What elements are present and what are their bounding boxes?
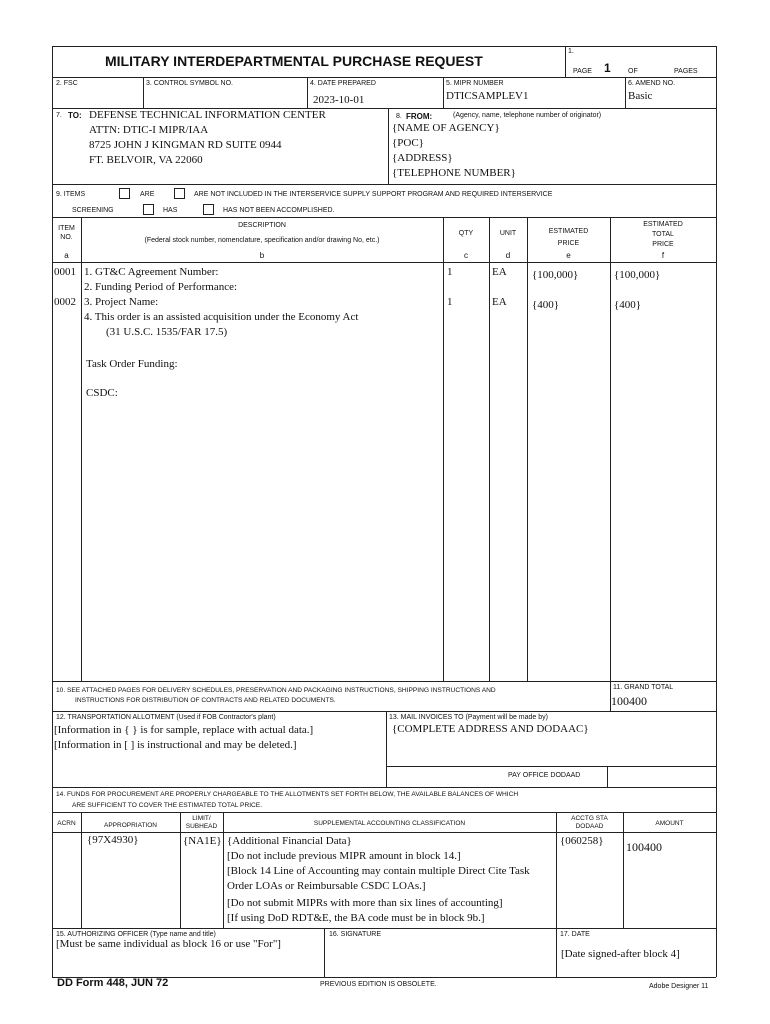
transportation-line-2[interactable]: [Information in [ ] is instructional and may be deleted.] bbox=[54, 739, 297, 751]
description-line-2[interactable]: 2. Funding Period of Performance: bbox=[84, 281, 238, 293]
supplemental-line-2[interactable]: [Do not include previous MIPR amount in block 14.] bbox=[227, 850, 461, 862]
supplemental-line-1[interactable]: {Additional Financial Data} bbox=[227, 835, 352, 847]
signature-label: 16. SIGNATURE bbox=[329, 931, 381, 938]
items-label: 9. ITEMS bbox=[56, 191, 86, 198]
are-not-checkbox[interactable] bbox=[174, 188, 185, 199]
mipr-number-label: 5. MIPR NUMBER bbox=[446, 80, 504, 87]
date-prepared-label: 4. DATE PREPARED bbox=[310, 80, 376, 87]
qty-header: QTY bbox=[458, 230, 474, 237]
pages-label: PAGES bbox=[674, 68, 698, 75]
col-letter-b: b bbox=[259, 251, 265, 260]
fsc-label: 2. FSC bbox=[56, 80, 78, 87]
are-label: ARE bbox=[140, 191, 155, 198]
item-qty-0002[interactable]: 1 bbox=[447, 296, 453, 308]
col-letter-e: e bbox=[566, 251, 571, 260]
to-address[interactable]: DEFENSE TECHNICAL INFORMATION CENTER ATTN: DTIC-I MIPR/IAA 8725 JOHN J KINGMAN RD SUITE 0944 FT. BELVOIR, VA 22060 bbox=[89, 109, 326, 166]
date-value[interactable]: [Date signed-after block 4] bbox=[561, 948, 680, 960]
est-price-header: ESTIMATED PRICE bbox=[548, 228, 589, 247]
page-block-number: 1. bbox=[568, 48, 574, 55]
form-number: DD Form 448, JUN 72 bbox=[57, 977, 169, 989]
grand-total-value[interactable]: 100400 bbox=[611, 694, 647, 708]
item-price-0002[interactable]: {400} bbox=[532, 299, 560, 311]
designer-credit: Adobe Designer 11 bbox=[649, 983, 709, 990]
from-address[interactable]: {NAME OF AGENCY} {POC} {ADDRESS} {TELEPHONE NUMBER} bbox=[392, 122, 516, 179]
are-checkbox[interactable] bbox=[119, 188, 130, 199]
mipr-number-value[interactable]: DTICSAMPLEV1 bbox=[446, 90, 529, 102]
limit-subhead-value[interactable]: {NA1E} bbox=[183, 835, 222, 847]
appropriation-value[interactable]: {97X4930} bbox=[87, 834, 139, 846]
item-no-0001[interactable]: 0001 bbox=[54, 266, 76, 278]
col-letter-d: d bbox=[505, 251, 511, 260]
col-letter-f: f bbox=[661, 251, 665, 260]
item-unit-0001[interactable]: EA bbox=[492, 266, 507, 278]
to-block-number: 7. bbox=[56, 112, 62, 119]
to-label: TO: bbox=[68, 111, 82, 120]
description-line-4[interactable]: 4. This order is an assisted acquisition under the Economy Act bbox=[84, 311, 359, 323]
has-label: HAS bbox=[163, 207, 178, 214]
supplemental-line-4[interactable]: Order LOAs or Reimbursable CSDC LOAs.] bbox=[227, 880, 426, 892]
authorizing-officer-value[interactable]: [Must be same individual as block 16 or use "For"] bbox=[56, 938, 281, 950]
previous-edition-note: PREVIOUS EDITION IS OBSOLETE. bbox=[320, 981, 437, 988]
date-label: 17. DATE bbox=[560, 931, 590, 938]
supplemental-accounting-header: SUPPLEMENTAL ACCOUNTING CLASSIFICATION bbox=[313, 820, 466, 827]
supplemental-line-3[interactable]: [Block 14 Line of Accounting may contain multiple Direct Cite Task bbox=[227, 865, 530, 877]
date-prepared-value[interactable]: 2023-10-01 bbox=[313, 94, 365, 106]
form-title: MILITARY INTERDEPARTMENTAL PURCHASE REQUEST bbox=[105, 53, 483, 69]
from-block-number: 8. bbox=[396, 113, 402, 120]
are-not-label: ARE NOT INCLUDED IN THE INTERSERVICE SUPPLY SUPPORT PROGRAM AND REQUIRED INTERSERVICE bbox=[194, 191, 553, 198]
description-subheader: (Federal stock number, nomenclature, specification and/or drawing No, etc.) bbox=[144, 237, 380, 244]
block14-text-1: 14. FUNDS FOR PROCUREMENT ARE PROPERLY CHARGEABLE TO THE ALLOTMENTS SET FORTH BELOW, THE AVAILABLE BALANCES OF WHICH bbox=[56, 791, 519, 798]
supplemental-line-6[interactable]: [If using DoD RDT&E, the BA code must be in block 9b.] bbox=[227, 912, 485, 924]
page-number: 1 bbox=[604, 61, 611, 75]
of-label: OF bbox=[628, 68, 638, 75]
acrn-header: ACRN bbox=[57, 820, 76, 827]
has-not-label: HAS NOT BEEN ACCOMPLISHED. bbox=[223, 207, 335, 214]
item-unit-0002[interactable]: EA bbox=[492, 296, 507, 308]
amend-no-label: 6. AMEND NO. bbox=[628, 80, 676, 87]
supplemental-line-5[interactable]: [Do not submit MIPRs with more than six lines of accounting] bbox=[227, 897, 503, 909]
signature-field[interactable] bbox=[330, 940, 552, 974]
acctg-sta-header: ACCTG STA DODAAD bbox=[571, 815, 608, 830]
authorizing-officer-label: 15. AUTHORIZING OFFICER (Type name and title) bbox=[56, 931, 216, 938]
col-letter-c: c bbox=[464, 251, 468, 260]
has-checkbox[interactable] bbox=[143, 204, 154, 215]
amount-header: AMOUNT bbox=[655, 820, 684, 827]
amend-no-value[interactable]: Basic bbox=[628, 90, 653, 102]
mail-invoices-value[interactable]: {COMPLETE ADDRESS AND DODAAC} bbox=[392, 723, 589, 735]
description-line-5[interactable]: (31 U.S.C. 1535/FAR 17.5) bbox=[106, 326, 228, 338]
pay-office-label: PAY OFFICE DODAAD bbox=[508, 772, 581, 779]
amount-value[interactable]: 100400 bbox=[626, 840, 662, 854]
item-no-header: ITEM NO. bbox=[58, 225, 75, 241]
item-total-0002[interactable]: {400} bbox=[614, 299, 642, 311]
description-line-3[interactable]: 3. Project Name: bbox=[84, 296, 159, 308]
page-label: PAGE bbox=[573, 68, 592, 75]
est-total-header: ESTIMATED TOTAL PRICE bbox=[643, 221, 683, 248]
from-label: FROM: bbox=[406, 112, 433, 121]
item-qty-0001[interactable]: 1 bbox=[447, 266, 453, 278]
grand-total-label: 11. GRAND TOTAL bbox=[613, 684, 674, 691]
item-total-0001[interactable]: {100,000} bbox=[614, 269, 661, 281]
task-order-funding[interactable]: Task Order Funding: bbox=[86, 358, 178, 370]
acctg-sta-value[interactable]: {060258} bbox=[560, 835, 604, 847]
col-letter-a: a bbox=[64, 251, 69, 260]
item-no-0002[interactable]: 0002 bbox=[54, 296, 76, 308]
mail-invoices-label: 13. MAIL INVOICES TO (Payment will be made by) bbox=[389, 714, 548, 721]
limit-subhead-header: LIMIT/ SUBHEAD bbox=[185, 815, 218, 830]
control-symbol-label: 3. CONTROL SYMBOL NO. bbox=[146, 80, 233, 87]
screening-label: SCREENING bbox=[72, 207, 114, 214]
from-hint: (Agency, name, telephone number of originator) bbox=[453, 112, 602, 119]
item-price-0001[interactable]: {100,000} bbox=[532, 269, 579, 281]
transportation-allotment-label: 12. TRANSPORTATION ALLOTMENT (Used if FOB Contractor's plant) bbox=[56, 714, 276, 721]
has-not-checkbox[interactable] bbox=[203, 204, 214, 215]
csdc-line[interactable]: CSDC: bbox=[86, 387, 118, 399]
block10-text-1: 10. SEE ATTACHED PAGES FOR DELIVERY SCHEDULES, PRESERVATION AND PACKAGING INSTRUCTIONS, SHIPPING INSTRUCTIONS AND bbox=[56, 687, 496, 694]
unit-header: UNIT bbox=[499, 230, 517, 237]
appropriation-header: APPROPRIATION bbox=[104, 822, 157, 829]
block10-text-2: INSTRUCTIONS FOR DISTRIBUTION OF CONTRACTS AND RELATED DOCUMENTS. bbox=[75, 697, 336, 704]
description-line-1[interactable]: 1. GT&C Agreement Number: bbox=[84, 266, 219, 278]
block14-text-2: ARE SUFFICIENT TO COVER THE ESTIMATED TOTAL PRICE. bbox=[72, 802, 263, 809]
description-header: DESCRIPTION bbox=[238, 222, 286, 229]
transportation-line-1[interactable]: [Information in { } is for sample, replace with actual data.] bbox=[54, 724, 314, 736]
